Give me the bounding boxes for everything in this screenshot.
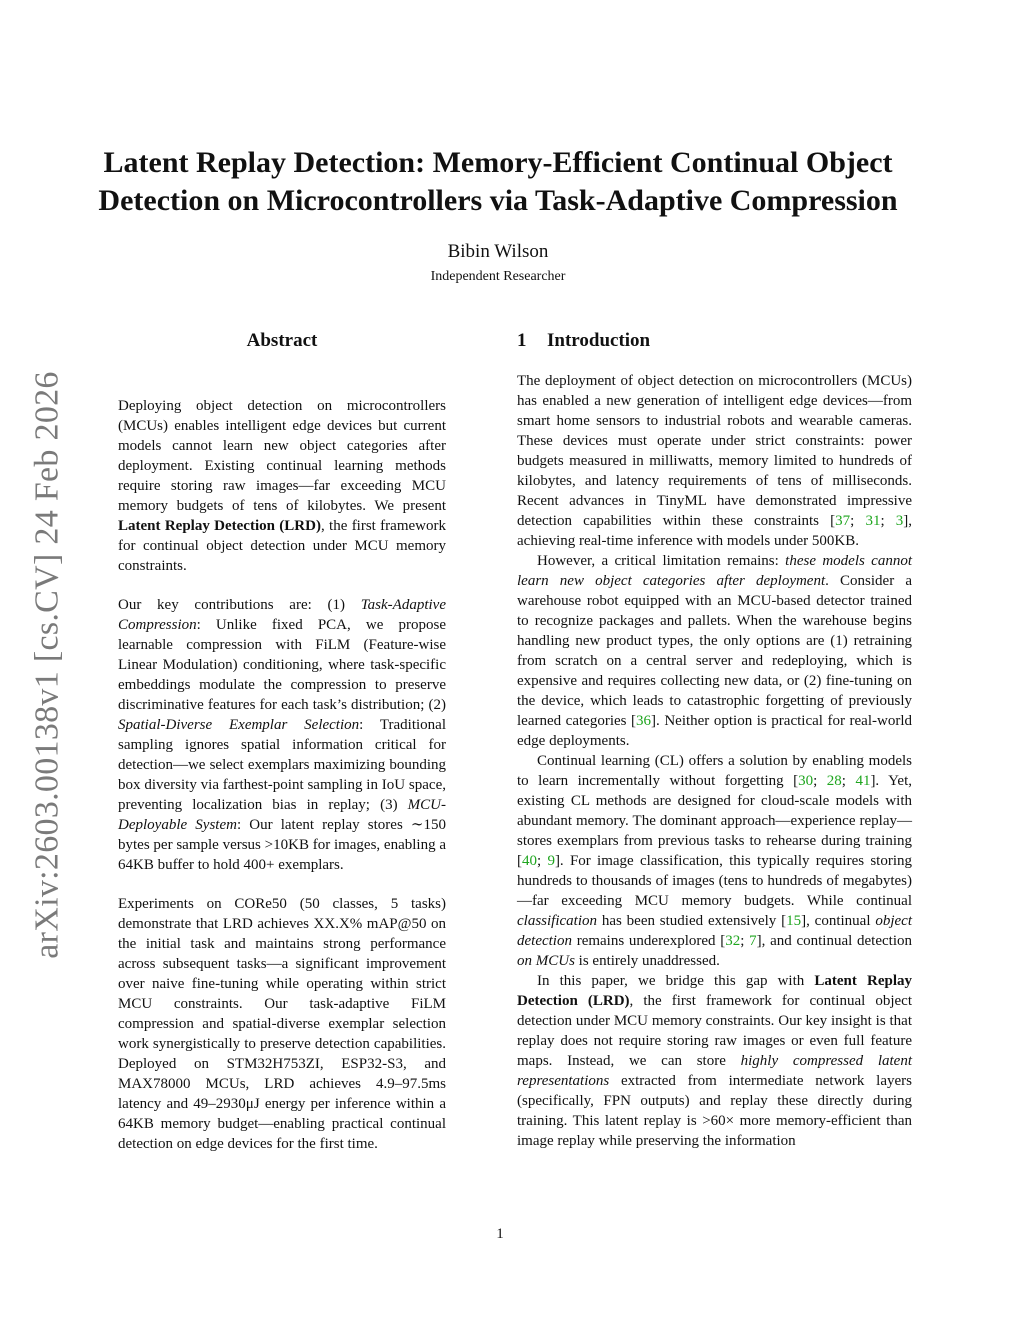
text-run: The deployment of object detection on microcontrollers (MCUs) has enabled a new generation of intelligent edge devices—from smart home sensors to industrial robots and wearable cameras. These devices must operate under strict constraints: power budgets measured in milliwatts, memory limited to hundreds of kilobytes, and latency requirements of tens of milliseconds. Recent advances in TinyML have demonstrated impressive detection capabilities within these constraints [ — [517, 373, 912, 529]
intro-paragraph-2 — [517, 551, 912, 751]
abstract-paragraph-3: Experiments on CORe50 (50 classes, 5 tasks) demonstrate that LRD achieves XX.X% mAP@50 on the initial task and maintains strong performance across subsequent tasks—a significant improvement over naive fine-tuning while operating within strict MCU constraints. Our task-adaptive FiLM compression and spatial-diverse exemplar selection work synergistically to preserve detection capabilities. Deployed on STM32H753ZI, ESP32-S3, and MAX78000 MCUs, LRD achieves 4.9–97.5ms latency and 49–2930μJ energy per inference within a 64KB memory budget—enabling practical continual detection on edge devices for the first time. — [118, 896, 446, 1152]
emphasis-italic: on MCUs — [517, 953, 575, 969]
text-run: In this paper, we bridge this gap with — [537, 973, 815, 989]
emphasis-italic: classification — [517, 913, 597, 929]
text-run: Deploying object detection on microcontrollers (MCUs) enables intelligent edge devices but current models cannot learn new object categories after deployment. Existing continual learning methods require storing raw images—far exceeding MCU memory budgets of tens of kilobytes. We present — [118, 398, 446, 514]
text-run: , the first framework for continual object detection under MCU memory constraints. — [118, 518, 446, 574]
intro-paragraph-3 — [517, 751, 912, 971]
text-run: ; — [813, 773, 827, 789]
text-run: ; — [880, 513, 896, 529]
emphasis-italic: these models cannot learn new object categories after deployment — [517, 553, 912, 589]
method-name-bold: Latent Replay Detection (LRD) — [517, 973, 913, 1009]
text-run: ], and continual detection — [756, 933, 912, 949]
arxiv-id: arXiv:2603.00138v1 [cs.CV] 24 Feb 2026 — [29, 371, 66, 959]
page-number: 1 — [496, 1226, 504, 1242]
title-line-2: Detection on Microcontrollers via Task-Adaptive Compression — [98, 184, 898, 217]
introduction-heading — [517, 330, 912, 352]
text-run: Our key contributions are: (1) — [118, 597, 361, 613]
text-run: ]. Yet, existing CL methods are designed for cloud-scale models with abundant memory. The dominant approach—experience replay—stores exemplars from previous tasks to rehearse during training [ — [517, 773, 912, 869]
title-line-1: Latent Replay Detection: Memory-Efficient Continual Object — [103, 146, 893, 179]
citation-link[interactable]: 7 — [749, 933, 757, 949]
paper-title — [80, 144, 916, 220]
text-run: ], continual — [801, 913, 876, 929]
abstract-heading: Abstract — [246, 330, 318, 351]
citation-link[interactable]: 41 — [855, 773, 871, 789]
citation-link[interactable]: 37 — [835, 513, 851, 529]
citation-link[interactable]: 32 — [725, 933, 741, 949]
text-run: Continual learning (CL) offers a solution by enabling models to learn incrementally without forgetting [ — [517, 753, 912, 789]
citation-link[interactable]: 30 — [798, 773, 814, 789]
text-run: remains underexplored [ — [571, 933, 726, 949]
text-run: ], achieving real-time inference with models under 500KB. — [517, 513, 912, 549]
abstract-paragraph-2 — [118, 595, 446, 875]
section-number: 1 — [517, 330, 527, 351]
section-title: Introduction — [547, 330, 651, 351]
emphasis-italic: highly compressed latent representations — [517, 1053, 912, 1089]
text-run: : Our latent replay stores ∼150 bytes per sample versus >10KB for images, enabling a 64KB buffer to hold 400+ exemplars. — [118, 817, 446, 873]
text-run: . Consider a warehouse robot equipped with an MCU-based detector trained to recognize packages and pallets. When the warehouse begins handling new product types, the only options are (1) retraining from scratch on a central server and redeploying, which is expensive and requires collecting new data, or (2) fine-tuning on the device, which leads to catastrophic forgetting of previously learned categories [ — [517, 573, 912, 729]
contribution-1-italic: Task-Adaptive Compression — [118, 597, 446, 633]
text-run: is entirely unaddressed. — [574, 953, 720, 969]
emphasis-italic: object detection — [517, 913, 912, 949]
text-run: : Traditional sampling ignores spatial information critical for detection—we select exemplars maximizing bounding box diversity via farthest-point sampling in IoU space, preventing localization bias in replay; (3) — [118, 717, 447, 813]
author-affiliation: Independent Researcher — [430, 269, 566, 284]
text-run: ]. For image classification, this typically requires storing hundreds to thousands of images (tens to hundreds of megabytes)—far exceeding MCU memory budgets. While continual — [517, 853, 912, 909]
intro-paragraph-4 — [517, 971, 912, 1151]
text-run: : Unlike fixed PCA, we propose learnable compression with FiLM (Feature-wise Linear Modulation) conditioning, where task-specific embeddings modulate the compression to preserve discriminative features for each task’s distribution; (2) — [118, 617, 446, 713]
arxiv-stamp — [18, 370, 78, 960]
citation-link[interactable]: 28 — [826, 773, 842, 789]
text-run: extracted from intermediate network layers (specifically, FPN outputs) and replay these directly during training. This latent replay is >60× more memory-efficient than image replay while preserving the information — [517, 1073, 912, 1149]
citation-link[interactable]: 36 — [636, 713, 652, 729]
intro-paragraph-1 — [517, 371, 912, 551]
method-name-bold: Latent Replay Detection (LRD) — [118, 518, 321, 534]
abstract-body — [118, 396, 446, 1173]
text-run: However, a critical limitation remains: — [537, 553, 786, 569]
text-run: ]. Neither option is practical for real-world edge deployments. — [517, 713, 912, 749]
text-run: ; — [740, 933, 750, 949]
introduction-body — [517, 371, 912, 1151]
text-run: , the first framework for continual object detection under MCU memory constraints. Our key insight is that replay does not require storing raw images or even full feature maps. Instead, we can store — [517, 993, 912, 1069]
text-run: ; — [841, 773, 856, 789]
citation-link[interactable]: 9 — [547, 853, 555, 869]
text-run: has been studied extensively [ — [597, 913, 787, 929]
contribution-2-italic: Spatial-Diverse Exemplar Selection — [118, 717, 360, 733]
citation-link[interactable]: 40 — [522, 853, 537, 869]
text-run: ; — [537, 853, 548, 869]
citation-link[interactable]: 31 — [865, 513, 881, 529]
contribution-3-italic: MCU-Deployable System — [118, 797, 446, 833]
text-run: ; — [850, 513, 866, 529]
citation-link[interactable]: 3 — [895, 513, 904, 529]
abstract-paragraph-1 — [118, 396, 446, 576]
citation-link[interactable]: 15 — [786, 913, 802, 929]
author-name: Bibin Wilson — [447, 241, 549, 262]
